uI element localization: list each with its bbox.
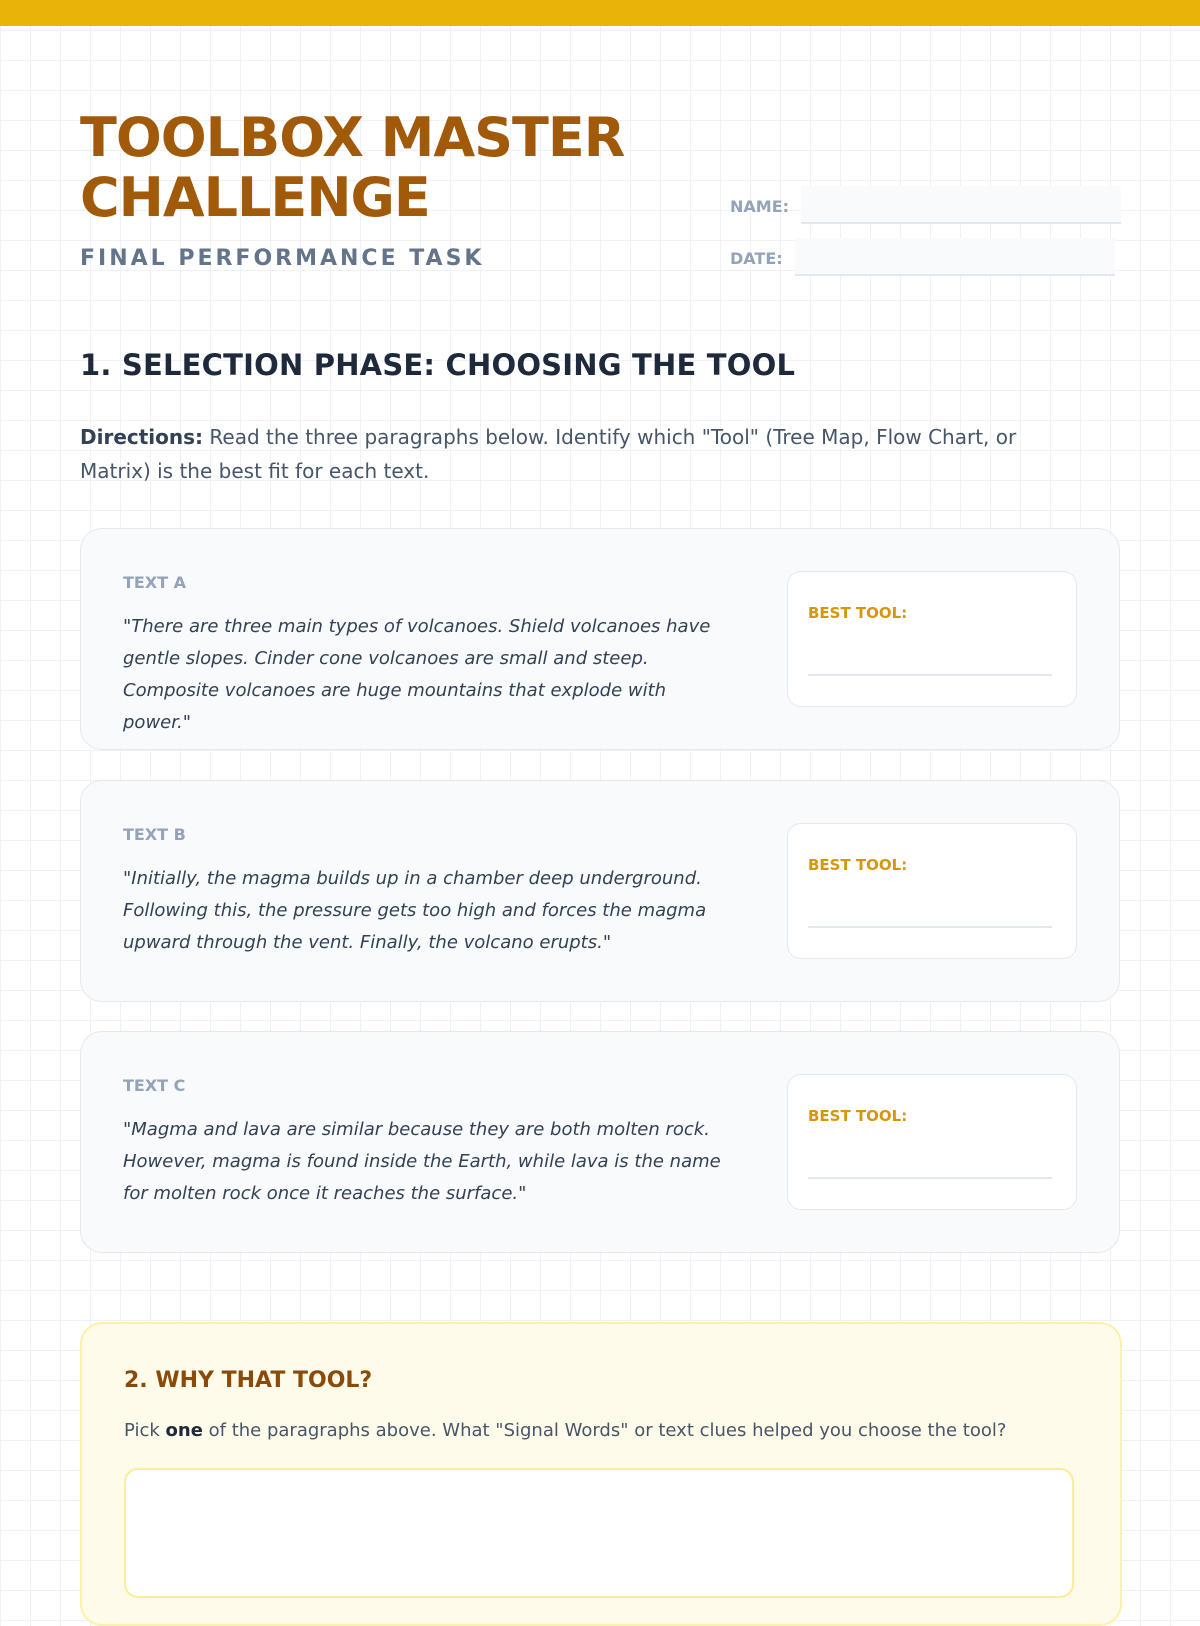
name-label: NAME: [730, 197, 790, 216]
directions-text [80, 420, 1090, 488]
best-tool-answer-line[interactable] [808, 926, 1052, 928]
section-2-card [80, 1322, 1122, 1626]
best-tool-label: BEST TOOL: [808, 1107, 908, 1125]
prompt-emphasis: one [165, 1420, 203, 1441]
why-answer-textarea[interactable] [124, 1468, 1074, 1598]
best-tool-answer-line[interactable] [808, 1177, 1052, 1179]
text-card-quote: "There are three main types of volcanoes. Shield volcanoes have gentle slopes. Cinder cone volcanoes are small and steep. Composite volcanoes are huge mountains that explode with power." [123, 616, 711, 733]
prompt-text-end: of the paragraphs above. What "Signal Words" or text clues helped you choose the tool? [202, 1420, 1007, 1441]
text-card-label: TEXT C [123, 1076, 186, 1095]
directions-label: Directions: [80, 425, 204, 449]
section-2-title: 2. WHY THAT TOOL? [124, 1368, 373, 1393]
text-card-quote: "Initially, the magma builds up in a chamber deep underground. Following this, the pressure gets too high and forces the magma upward through the vent. Finally, the volcano erupts." [123, 868, 707, 953]
best-tool-answer-line[interactable] [808, 674, 1052, 676]
prompt-text-start: Pick [124, 1420, 166, 1441]
top-accent-bar [0, 0, 1200, 26]
text-card-label: TEXT A [123, 573, 187, 592]
text-card-a [80, 528, 1120, 750]
section-1-title: 1. SELECTION PHASE: CHOOSING THE TOOL [80, 348, 796, 382]
name-field[interactable] [801, 186, 1121, 224]
best-tool-label: BEST TOOL: [808, 604, 908, 622]
date-field-row [730, 238, 1115, 276]
section-2-prompt [124, 1420, 1006, 1441]
text-card-label: TEXT B [123, 825, 186, 844]
text-card-b [80, 780, 1120, 1002]
best-tool-box-c[interactable] [787, 1074, 1077, 1210]
text-card-c [80, 1031, 1120, 1253]
directions-body: Read the three paragraphs below. Identify which "Tool" (Tree Map, Flow Chart, or Matrix) is the best fit for each text. [80, 425, 1017, 483]
text-card-quote: "Magma and lava are similar because they are both molten rock. However, magma is found inside the Earth, while lava is the name for molten rock once it reaches the surface." [123, 1119, 721, 1204]
name-field-row [730, 186, 1121, 224]
worksheet-header [80, 108, 1120, 288]
page-title: TOOLBOX MASTER CHALLENGE [80, 106, 625, 229]
best-tool-box-b[interactable] [787, 823, 1077, 959]
best-tool-label: BEST TOOL: [808, 856, 908, 874]
best-tool-box-a[interactable] [787, 571, 1077, 707]
page-subtitle: FINAL PERFORMANCE TASK [80, 246, 485, 271]
date-label: DATE: [730, 249, 783, 268]
date-field[interactable] [795, 238, 1115, 276]
